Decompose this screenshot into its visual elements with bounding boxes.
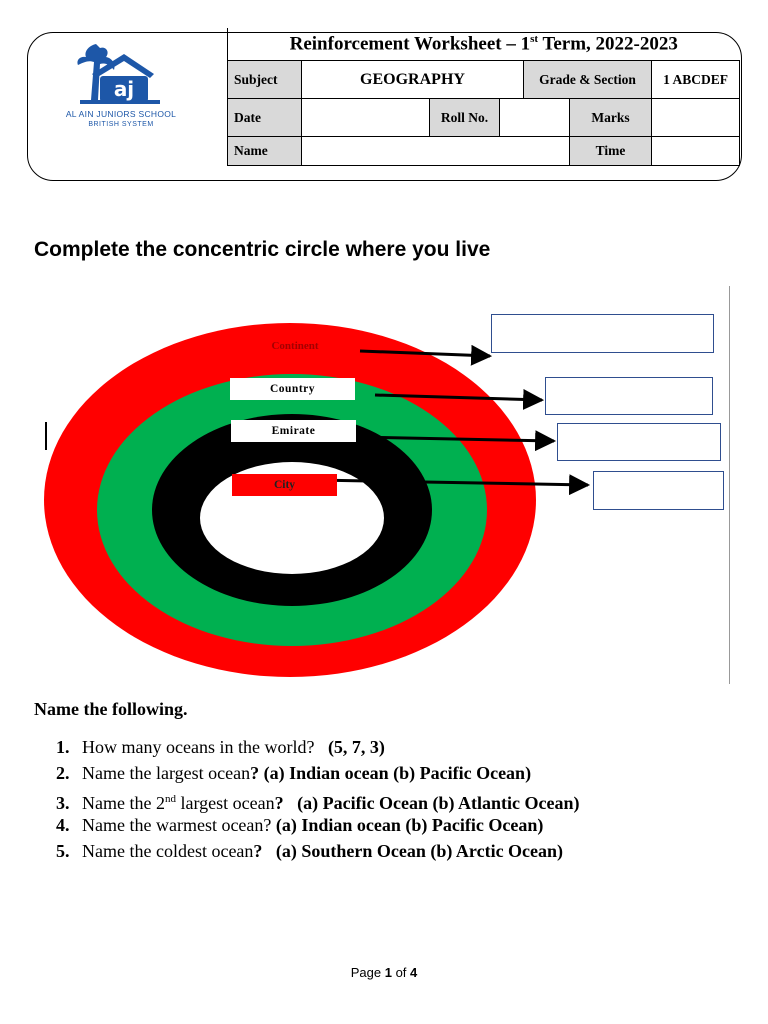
question-item: 3. Name the 2nd largest ocean? (a) Pacific Ocean (b) Atlantic Ocean) bbox=[56, 793, 580, 813]
worksheet-title: Reinforcement Worksheet – 1st Term, 2022-2023 bbox=[228, 28, 740, 61]
text-cursor bbox=[45, 422, 47, 450]
subject-label: Subject bbox=[228, 61, 302, 99]
country-label: Country bbox=[230, 378, 355, 400]
roll-label: Roll No. bbox=[430, 99, 500, 137]
activity-heading: Complete the concentric circle where you live bbox=[34, 238, 491, 261]
city-label: City bbox=[232, 474, 337, 496]
marks-field[interactable] bbox=[652, 99, 740, 137]
question-item: 1. How many oceans in the world? (5, 7, 3) bbox=[56, 737, 385, 757]
date-field[interactable] bbox=[302, 99, 430, 137]
logo-letters: aj bbox=[113, 77, 135, 101]
marks-label: Marks bbox=[570, 99, 652, 137]
question-item: 4. Name the warmest ocean? (a) Indian ocean (b) Pacific Ocean) bbox=[56, 815, 544, 835]
time-label: Time bbox=[570, 137, 652, 166]
name-label: Name bbox=[228, 137, 302, 166]
time-field[interactable] bbox=[652, 137, 740, 166]
roll-field[interactable] bbox=[500, 99, 570, 137]
emirate-label: Emirate bbox=[231, 420, 356, 442]
grade-label: Grade & Section bbox=[524, 61, 652, 99]
subject-value: GEOGRAPHY bbox=[302, 61, 524, 99]
date-label: Date bbox=[228, 99, 302, 137]
page-number: Page 1 of 4 bbox=[350, 965, 418, 980]
name-field[interactable] bbox=[302, 137, 570, 166]
continent-answer-box[interactable] bbox=[491, 314, 714, 353]
school-name: AL AIN JUNIORS SCHOOL bbox=[65, 109, 177, 119]
city-answer-box[interactable] bbox=[593, 471, 724, 510]
continent-label: Continent bbox=[271, 340, 319, 352]
margin-line bbox=[729, 286, 730, 684]
question-item: 2. Name the largest ocean? (a) Indian ocean (b) Pacific Ocean) bbox=[56, 763, 532, 783]
school-system: BRITISH SYSTEM bbox=[88, 121, 154, 128]
questions-heading: Name the following. bbox=[34, 699, 188, 719]
grade-value: 1 ABCDEF bbox=[652, 61, 740, 99]
country-answer-box[interactable] bbox=[545, 377, 713, 415]
question-list bbox=[56, 734, 580, 864]
question-item: 5. Name the coldest ocean? (a) Southern Ocean (b) Arctic Ocean) bbox=[56, 841, 564, 861]
header-table bbox=[227, 28, 740, 166]
emirate-answer-box[interactable] bbox=[557, 423, 721, 461]
